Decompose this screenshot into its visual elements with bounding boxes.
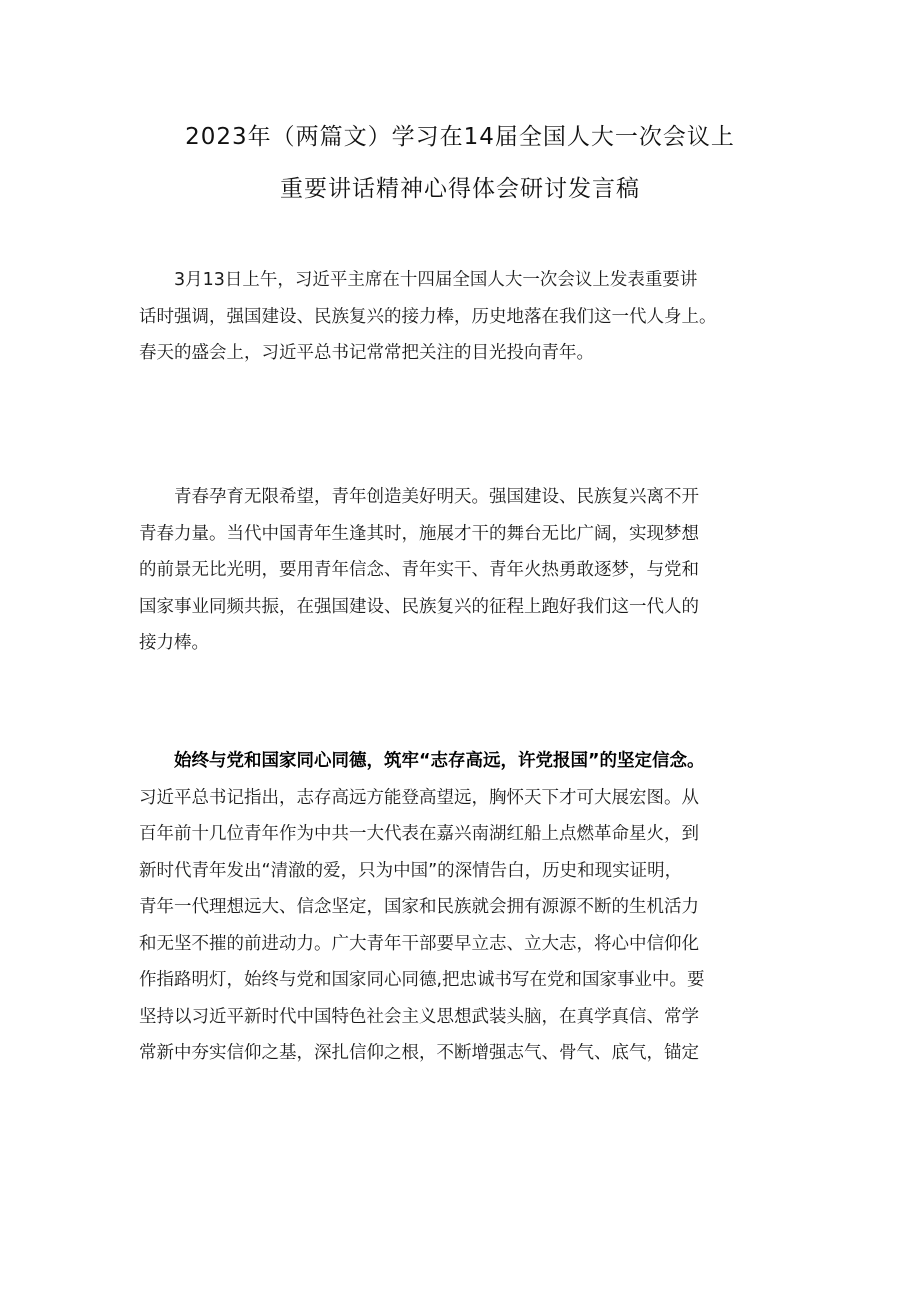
paragraph-line: 青春孕育无限希望，青年创造美好明天。强国建设、民族复兴离不开 — [174, 487, 699, 507]
paragraph-line: 作指路明灯，始终与党和国家同心同德,把忠诚书写在党和国家事业中。要 — [139, 970, 705, 990]
paragraph-line: 习近平总书记指出，志存高远方能登高望远，胸怀天下才可大展宏图。从 — [139, 787, 699, 808]
paragraph-line: 的前景无比光明，要用青年信念、青年实干、青年火热勇敢逐梦，与党和 — [139, 560, 699, 580]
paragraph-line: 和无坚不摧的前进动力。广大青年干部要早立志、立大志，将心中信仰化 — [139, 933, 699, 954]
section-heading: 始终与党和国家同心同德，筑牢“志存高远，许党报国”的坚定信念。 — [174, 751, 705, 771]
paragraph-line: 青年一代理想远大、信念坚定，国家和民族就会拥有源源不断的生机活力 — [139, 897, 699, 917]
paragraph-line: 国家事业同频共振，在强国建设、民族复兴的征程上跑好我们这一代人的 — [139, 596, 699, 617]
paragraph-1 — [139, 262, 799, 372]
paragraph-line: 青春力量。当代中国青年生逢其时，施展才干的舞台无比广阔，实现梦想 — [139, 523, 699, 544]
paragraph-2 — [139, 479, 799, 662]
paragraph-line: 百年前十几位青年作为中共一大代表在嘉兴南湖红船上点燃革命星火，到 — [139, 824, 699, 844]
document-title-line-2: 重要讲话精神心得体会研讨发言稿 — [280, 176, 640, 202]
paragraph-line: 坚持以习近平新时代中国特色社会主义思想武装头脑，在真学真信、常学 — [139, 1006, 699, 1027]
document-title-line-1: 2023年（两篇文）学习在14届全国人大一次会议上 — [185, 124, 735, 150]
paragraph-line: 接力棒。 — [139, 633, 209, 653]
paragraph-line: 话时强调，强国建设、民族复兴的接力棒，历史地落在我们这一代人身上。 — [139, 306, 717, 327]
paragraph-line: 3月13日上午，习近平主席在十四届全国人大一次会议上发表重要讲 — [174, 270, 698, 290]
paragraph-line: 春天的盛会上，习近平总书记常常把关注的目光投向青年。 — [139, 343, 594, 363]
paragraph-line: 新时代青年发出“清澈的爱，只为中国”的深情告白，历史和现实证明， — [139, 860, 683, 881]
paragraph-3 — [139, 743, 799, 1072]
paragraph-line: 常新中夯实信仰之基，深扎信仰之根，不断增强志气、骨气、底气，锚定 — [139, 1043, 699, 1063]
